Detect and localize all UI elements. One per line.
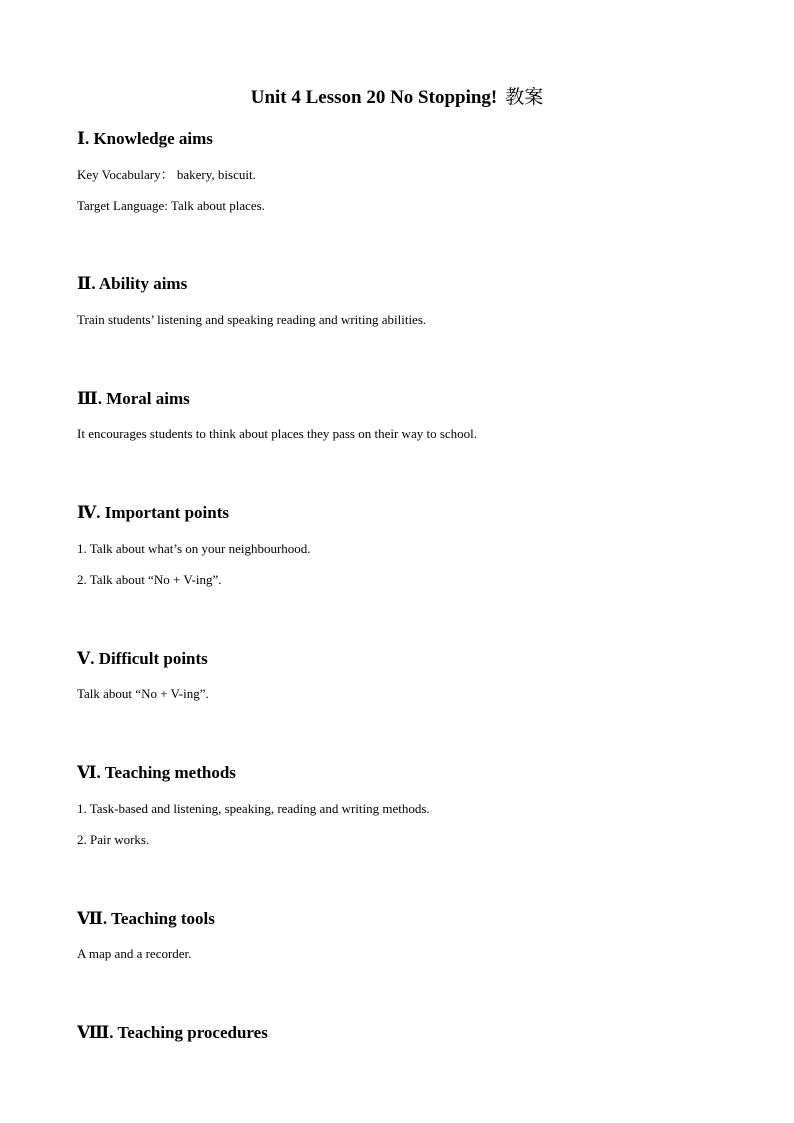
section-heading-moral-aims: Ⅲ. Moral aims [77, 389, 190, 408]
section-line: 2. Talk about “No + V-ing”. [77, 572, 222, 587]
section-line: A map and a recorder. [77, 946, 192, 961]
document-title [0, 84, 794, 111]
section-line: It encourages students to think about places they pass on their way to school. [77, 426, 478, 441]
section-line: Target Language: Talk about places. [77, 198, 265, 213]
section-heading-teaching-procedures: Ⅷ. Teaching procedures [77, 1023, 268, 1042]
section-line: Key Vocabulary： bakery, biscuit. [77, 167, 256, 182]
section-line: Train students’ listening and speaking reading and writing abilities. [77, 312, 427, 327]
section-heading-teaching-tools: Ⅶ. Teaching tools [77, 909, 215, 928]
section-heading-teaching-methods: Ⅵ. Teaching methods [77, 763, 236, 782]
section-line: 1. Talk about what’s on your neighbourhood. [77, 541, 311, 556]
title-cn: 教案 [505, 86, 544, 108]
section-heading-difficult-points: Ⅴ. Difficult points [77, 649, 208, 668]
section-heading-important-points: Ⅳ. Important points [77, 503, 230, 522]
title-text: Unit 4 Lesson 20 No Stopping! [250, 87, 498, 108]
section-line: 1. Task-based and listening, speaking, reading and writing methods. [77, 801, 430, 816]
section-line: Talk about “No + V-ing”. [77, 686, 209, 701]
section-line: 2. Pair works. [77, 832, 150, 847]
section-heading-ability-aims: Ⅱ. Ability aims [77, 274, 188, 293]
section-heading-knowledge-aims: Ⅰ. Knowledge aims [77, 129, 213, 148]
